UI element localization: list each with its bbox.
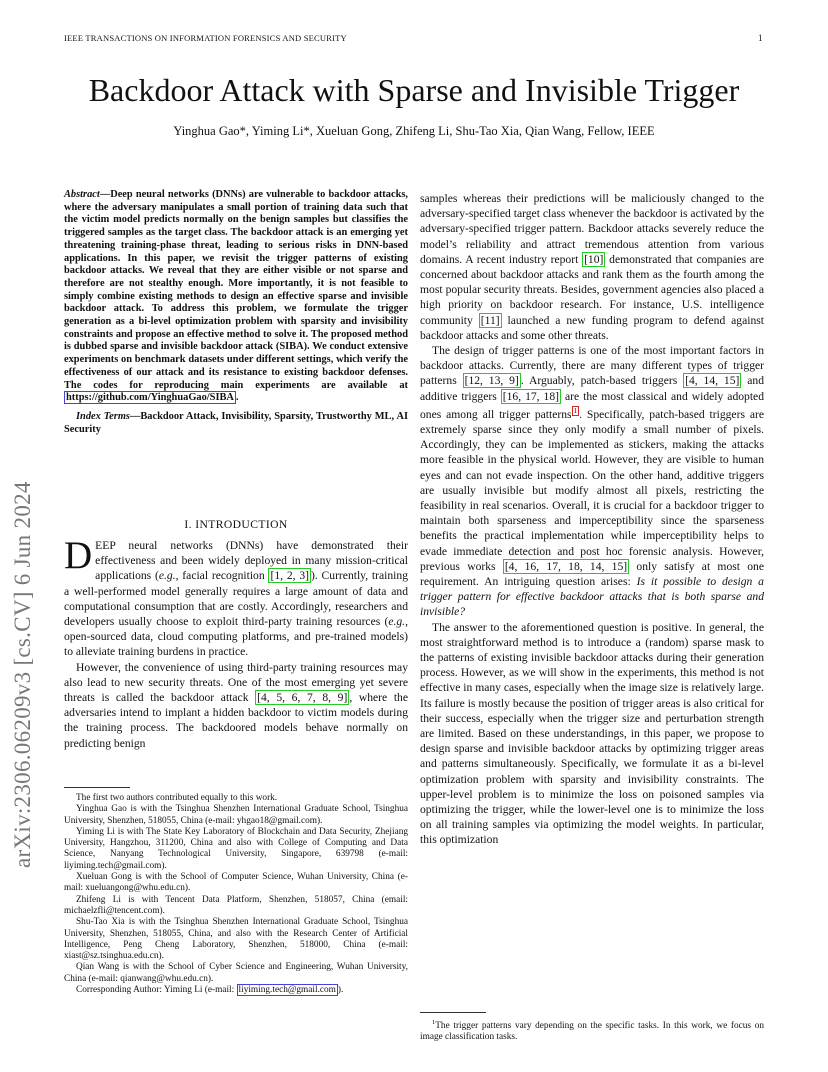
citation-link[interactable]: [16, 17, 18]	[502, 389, 559, 403]
footnote	[420, 1017, 764, 1044]
intro-paragraph-2	[64, 660, 408, 751]
footnote: Shu-Tao Xia is with the Tsinghua Shenzhen International Graduate School, Tsinghua University, Shenzhen, 518055, China, and also with the Research Center of Artificial Intelligence, Peng Cheng Laboratory, Shenzhen, 518000, China (e-mail: xiast@sz.tsinghua.edu.cn).	[64, 917, 408, 962]
citation-link[interactable]: [11]	[480, 313, 500, 327]
citation-link[interactable]: [12, 13, 9]	[464, 374, 519, 388]
citation-link[interactable]: [4, 14, 15]	[685, 374, 740, 388]
text-span: launched a new funding program to defend against backdoor attacks and some other threats.	[420, 313, 764, 342]
footnote: Qian Wang is with the School of Cyber Science and Engineering, Wuhan University, China (e-mail: qianwang@whu.edu.cn).	[64, 962, 408, 984]
text-span: ). Currently, training a well-performed model generally requires a large amount of data and computational consumption that are costly. Accordingly, researchers and developers usually choose to exploit third-party training resources (	[64, 569, 408, 629]
abstract-end: .	[235, 392, 239, 404]
text-span: The trigger patterns vary depending on the specific tasks. In this work, we focus on image classification tasks.	[420, 1021, 764, 1043]
footnote-marker[interactable]: 1	[573, 406, 578, 415]
text-span: . Arguably, patch-based triggers	[520, 374, 684, 388]
arxiv-stamp: arXiv:2306.06209v3 [cs.CV] 6 Jun 2024	[10, 481, 35, 868]
citation-link[interactable]: [4, 5, 6, 7, 8, 9]	[257, 691, 348, 705]
text-span: The design of trigger patterns is one of the most important factors in backdoor attacks. Currently, there are many different types of trigger patterns	[420, 344, 764, 388]
text-span: samples whereas their predictions will be maliciously changed to the adversary-specified target class whenever the backdoor is activated by the adversary-specified trigger pattern. Backdoor attacks severely reduce the model’s reliability and attract tremendous attention from various domains. A recent industry report	[420, 192, 764, 266]
abstract-text: —Deep neural networks (DNNs) are vulnerable to backdoor attacks, where the adversary manipulates a small portion of training data such that the victim model predicts normally on the benign samples but classifies the triggered samples as the target class. The backdoor attack is an emerging yet threatening training-phase threat, leading to serious risks in DNN-based applications. In this paper, we revisit the trigger patterns of existing backdoor attacks. We reveal that they are either visible or not sparse and therefore are not stealthy enough. More importantly, it is not feasible to simply combine existing methods to design an effective sparse and invisible backdoor attack. To address this problem, we formulate the trigger generation as a bi-level optimization problem with sparsity and invisibility constraints and propose an effective method to solve it. The proposed method is dubbed sparse and invisible backdoor attack (SIBA). We conduct extensive experiments on benchmark datasets under different settings, which verify the effectiveness of our attack and its resistance to existing backdoor defenses. The codes for reproducing main experiments are available at	[64, 189, 408, 391]
drop-cap: D	[64, 534, 93, 577]
footnote: Zhifeng Li is with Tencent Data Platform, Shenzhen, 518057, China (email: michaelzfli@tencent.com).	[64, 894, 408, 916]
section-heading: I. INTRODUCTION	[184, 518, 288, 531]
abstract-paragraph	[64, 189, 408, 405]
text-span: demonstrated that companies are concerned about backdoor attacks and rank them as the fourth among the most popular security threats. Besides, government agencies also placed a high priority on backdoor research. For instance, U.S. intelligence community	[420, 252, 764, 327]
abstract-block	[64, 189, 408, 436]
abstract-lead: Abstract	[64, 189, 100, 200]
text-span: only satisfy at most one requirement. An intriguing question arises:	[420, 559, 764, 588]
right-paragraph-1	[420, 191, 764, 343]
index-terms-text: —Backdoor Attack, Invisibility, Sparsity, Trustworthy ML, AI Security	[64, 410, 408, 435]
text-span: e.g.	[388, 615, 406, 629]
text-span: Corresponding Author: Yiming Li (e-mail:	[76, 985, 237, 996]
trigger-footnote	[420, 1017, 764, 1044]
text-span: e.g.	[158, 569, 176, 583]
right-paragraph-2	[420, 343, 764, 620]
author-list: Yinghua Gao*, Yiming Li*, Xueluan Gong, Zhifeng Li, Shu-Tao Xia, Qian Wang, Fellow, IEEE	[173, 124, 655, 138]
text-span: and additive triggers	[420, 374, 764, 403]
text-span: are the most classical and widely adopted ones among all trigger patterns	[420, 389, 764, 421]
citation-link[interactable]: [10]	[584, 252, 604, 266]
footnote: The first two authors contributed equally to this work.	[76, 793, 278, 803]
intro-left-column	[64, 534, 408, 751]
author-footnotes	[64, 793, 408, 996]
corresponding-author	[64, 985, 408, 996]
right-paragraph-3: The answer to the aforementioned question is positive. In general, the most straightforward method is to introduce a (random) sparse mask to the patterns of existing invisible backdoor attacks during their generation process. However, as we will show in the experiments, this method is not effective in many cases, especially when the image size is relatively large. Its failure is mostly because the position of trigger areas is also critical for their success, especially when the trigger size and perturbation strength are limited. Based on these understandings, in this paper, we propose to design sparse and invisible backdoor attacks by optimizing trigger areas and patterns simultaneously. Specifically, we formulate it as a bi-level optimization problem with sparsity and invisibility constraints. The upper-level problem is to minimize the loss on poisoned samples via optimizing the trigger, while the lower-level one is to minimize the loss on all training samples via optimizing the model weights. In particular, this optimization	[420, 620, 764, 847]
code-link[interactable]: https://github.com/YinghuaGao/SIBA	[66, 392, 234, 404]
email-link[interactable]: liyiming.tech@gmail.com	[238, 985, 336, 996]
footnote: Yiming Li is with The State Key Laboratory of Blockchain and Data Security, Zhejiang University, Hangzhou, 311200, China and also with College of Computing and Data Science, Nanyang Technological University, Singapore, 639798 (e-mail: liyiming.tech@gmail.com).	[64, 826, 408, 871]
text-span: , where the adversaries intend to implant a hidden backdoor to victim models during the training process. The backdoored models behave normally on predicting benign	[64, 691, 408, 750]
text-span: , open-sourced data, cloud computing platforms, and pre-trained models) to alleviate training burdens in practice.	[64, 615, 408, 659]
intro-right-column	[420, 191, 764, 848]
journal-header: IEEE TRANSACTIONS ON INFORMATION FORENSICS AND SECURITY	[64, 33, 347, 43]
index-terms	[64, 411, 408, 436]
text-span: , facial recognition	[175, 569, 269, 583]
text-span: ).	[337, 985, 344, 996]
index-terms-lead: Index Terms	[76, 410, 130, 422]
footnote-rule	[420, 1012, 486, 1013]
intro-paragraph-1	[64, 534, 408, 660]
paper-title: Backdoor Attack with Sparse and Invisible Trigger	[88, 72, 740, 108]
text-span: EEP neural networks (DNNs) have demonstrated their effectiveness and been widely deployed in many mission-critical applications (	[95, 539, 408, 583]
footnote-number: 1	[432, 1019, 436, 1026]
text-span: However, the convenience of using third-party training resources may also lead to new security threats. One of the most emerging yet severe threats is called the backdoor attack	[64, 660, 408, 705]
footnote: Yinghua Gao is with the Tsinghua Shenzhen International Graduate School, Tsinghua University, Shenzhen, 518055, China (e-mail: yhgao18@gmail.com).	[64, 804, 408, 826]
footnote: Xueluan Gong is with the School of Computer Science, Wuhan University, China (e-mail: xueluangong@whu.edu.cn).	[64, 872, 408, 894]
text-span: . Specifically, patch-based triggers are extremely sparse since they only modify a small number of pixels. Accordingly, they can be implemented as stickers, making the attacks more feasible in the physical world. However, they are visible to human eyes and can not evade inspection. On the other hand, additive triggers are usually invisible but modify almost all pixels, restricting the feasibility in real scenarios. Overall, it is crucial for a backdoor trigger to maintain both sparseness and imperceptibility since the sparseness benefits the practical implementation while imperceptibility helps to evade immediate detection and post hoc forensic analysis. However, previous works	[420, 407, 764, 573]
citation-link[interactable]: [4, 16, 17, 18, 14, 15]	[504, 559, 628, 573]
citation-link[interactable]: [1, 2, 3]	[270, 569, 309, 583]
page-number: 1	[758, 33, 763, 43]
research-question: Is it possible to design a trigger pattern for effective backdoor attacks that is both sparse and invisible?	[420, 574, 764, 619]
footnote-rule	[64, 787, 130, 788]
